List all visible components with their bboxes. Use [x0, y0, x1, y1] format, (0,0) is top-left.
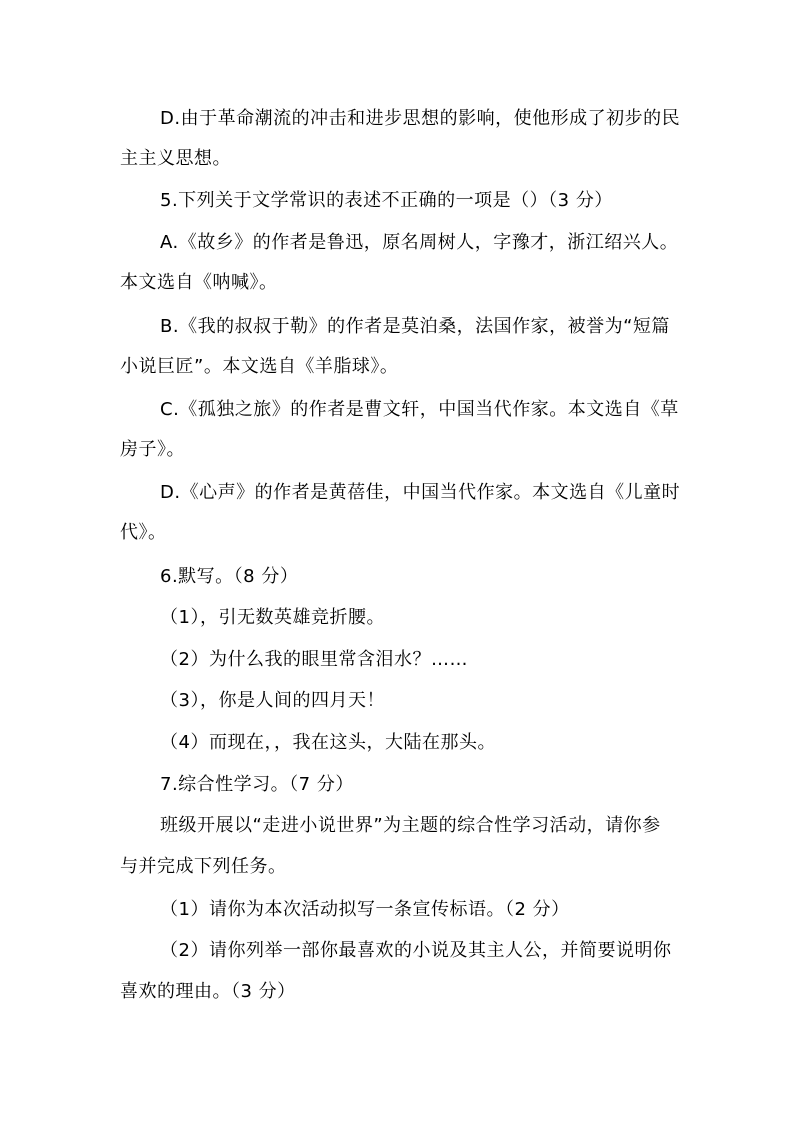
- question-5-option-c-line-1: C.《孤独之旅》的作者是曹文轩，中国当代作家。本文选自《草: [160, 399, 679, 420]
- question-7-intro-line-1: 班级开展以“走进小说世界”为主题的综合性学习活动，请你参: [160, 815, 661, 836]
- question-6-title: 6.默写。（8 分）: [160, 566, 299, 587]
- question-5-option-d-line-2: 代》。: [120, 522, 167, 543]
- option-d-line-2: 主主义思想。: [120, 148, 231, 169]
- question-6-item-2: （2）为什么我的眼里常含泪水？……: [160, 649, 468, 670]
- question-5-option-a-line-2: 本文选自《呐喊》。: [120, 272, 278, 293]
- question-5-option-b-line-1: B.《我的叔叔于勒》的作者是莫泊桑，法国作家，被誉为“短篇: [160, 316, 670, 337]
- question-7-intro-line-2: 与并完成下列任务。: [120, 856, 287, 877]
- question-7-task-1: （1）请你为本次活动拟写一条宣传标语。（2 分）: [160, 899, 570, 920]
- option-d-line-1: D.由于革命潮流的冲击和进步思想的影响，使他形成了初步的民: [160, 108, 681, 129]
- question-6-item-1: （1），引无数英雄竞折腰。: [160, 607, 385, 628]
- question-5-option-a-line-1: A.《故乡》的作者是鲁迅，原名周树人，字豫才，浙江绍兴人。: [160, 232, 679, 253]
- question-7-task-2-line-1: （2）请你列举一部你最喜欢的小说及其主人公，并简要说明你: [160, 940, 672, 961]
- question-7-title: 7.综合性学习。（7 分）: [160, 774, 354, 795]
- question-5-option-b-line-2: 小说巨匠”。本文选自《羊脂球》。: [120, 356, 399, 377]
- question-5-option-c-line-2: 房子》。: [120, 439, 185, 460]
- question-6-item-4: （4）而现在，，我在这头，大陆在那头。: [160, 732, 496, 753]
- question-7-task-2-line-2: 喜欢的理由。（3 分）: [120, 981, 296, 1002]
- question-5-option-d-line-1: D.《心声》的作者是黄蓓佳，中国当代作家。本文选自《儿童时: [160, 482, 681, 503]
- question-5-title: 5.下列关于文学常识的表述不正确的一项是（）（3 分）: [160, 190, 613, 211]
- question-6-item-3: （3），你是人间的四月天！: [160, 690, 385, 711]
